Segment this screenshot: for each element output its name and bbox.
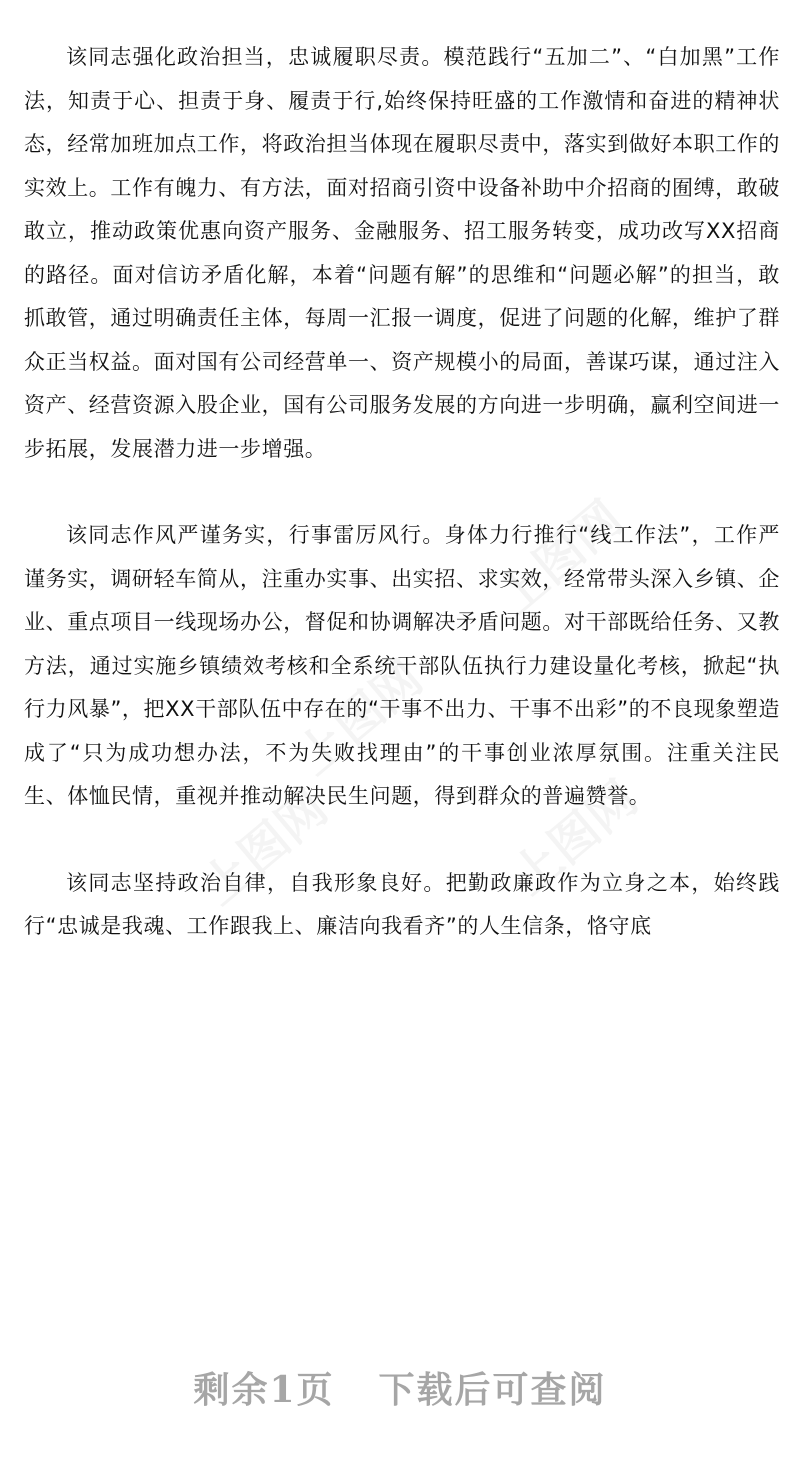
watermark: 上图网 [486,490,634,626]
watermark: 上图网 [286,650,434,786]
paragraph-3: 该同志坚持政治自律，自我形象良好。把勤政廉政作为立身之本，始终践行“忠诚是我魂、工作跟我上、廉洁向我看齐”的人生信条，恪守底 [24,870,780,938]
watermark: 上图网 [501,770,649,906]
paragraph-1: 该同志强化政治担当，忠诚履职尽责。模范践行“五加二”、“白加黑”工作法，知责于心、担责于身、履责于行,始终保持旺盛的工作激情和奋进的精神状态，经常加班加点工作，将政治担当体现在履职尽责中，落实到做好本职工作的实效上。工作有魄力、有方法，面对招商引资中设备补助中介招商的囿缚，敢破敢立，推动政策优惠向资产服务、金融服务、招工服务转变，成功改写XX招商的路径。面对信访矛盾化解，本着“问题有解”的思维和“问题必解”的担当，敢抓敢管，通过明确责任主体，每周一汇报一调度，促进了问题的化解，维护了群众正当权益。面对国有公司经营单一、资产规模小的局面，善谋巧谋，通过注入资产、经营资源入股企业，国有公司服务发展的方向进一步明确，赢利空间进一步拓展，发展潜力进一步增强。 [24,45,780,461]
paragraph-2: 该同志作风严谨务实，行事雷厉风行。身体力行推行“线工作法”，工作严谨务实，调研轻车简从，注重办实事、出实招、求实效，经常带头深入乡镇、企业、重点项目一线现场办公，督促和协调解决矛盾问题。对干部既给任务、又教方法，通过实施乡镇绩效考核和全系统干部队伍执行力建设量化考核，掀起“执行力风暴”，把XX干部队伍中存在的“干事不出力、干事不出彩”的不良现象塑造成了“只为成功想办法，不为失败找理由”的干事创业浓厚氛围。注重关注民生、体恤民情，重视并推动解决民生问题，得到群众的普遍赞誉。 [24,523,780,808]
download-to-view-label: 下载后可查阅 [378,1369,607,1411]
watermark: 上图网 [191,780,339,916]
remaining-pages-label: 剩余1页 [193,1369,335,1411]
download-prompt-banner[interactable] [0,1362,800,1413]
document-body [24,36,780,949]
